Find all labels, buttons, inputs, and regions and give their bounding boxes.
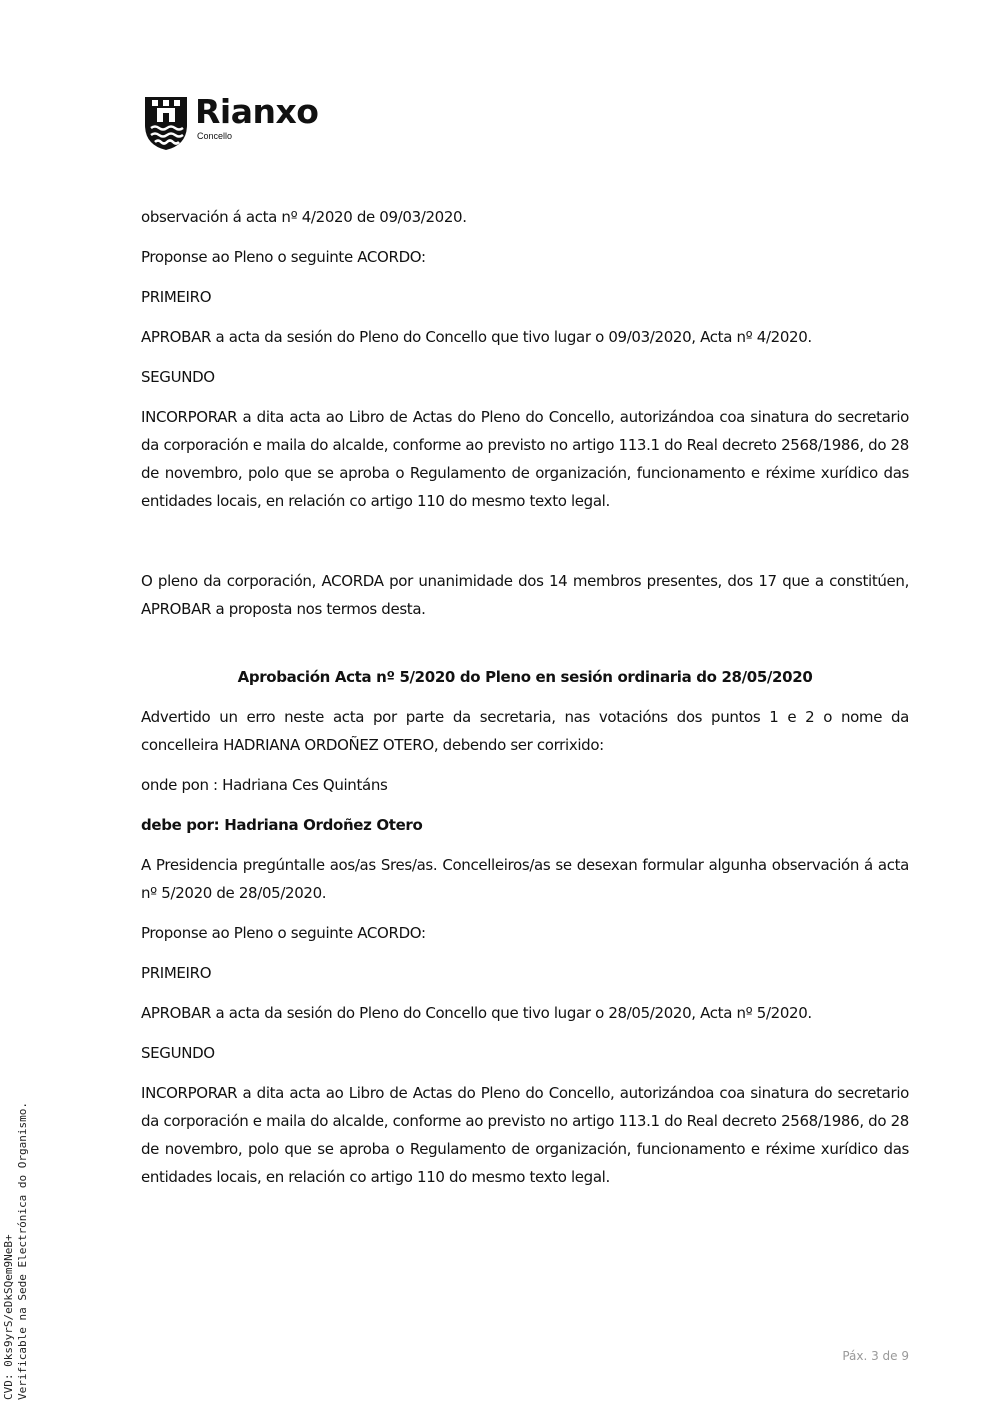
page-number: Páx. 3 de 9 [842, 1349, 909, 1363]
paragraph: SEGUNDO [141, 368, 215, 386]
paragraph: APROBAR a acta da sesión do Pleno do Concello que tivo lugar o 28/05/2020, Acta nº 5/2020. [141, 1004, 812, 1022]
document-body [141, 203, 909, 1203]
rianxo-coat-of-arms-icon [143, 95, 191, 151]
cvd-verification-text: Verificable na Sede Electrónica do Organismo. [16, 1101, 29, 1400]
paragraph: Advertido un erro neste acta por parte da secretaria, nas votacións dos puntos 1 e 2 o nome da concelleira HADRIANA ORDOÑEZ OTERO, debendo ser corrixido: [141, 708, 909, 754]
section-heading: Aprobación Acta nº 5/2020 do Pleno en sesión ordinaria do 28/05/2020 [237, 668, 813, 686]
paragraph-bold: debe por: Hadriana Ordoñez Otero [141, 816, 423, 834]
paragraph: A Presidencia pregúntalle aos/as Sres/as. Concelleiros/as se desexan formular algunha observación á acta nº 5/2020 de 28/05/2020. [141, 856, 909, 902]
paragraph: INCORPORAR a dita acta ao Libro de Actas do Pleno do Concello, autorizándoa coa sinatura do secretario da corporación e maila do alcalde, conforme ao previsto no artigo 113.1 do Real decreto 2568/1986, do 28 de novembro, polo que se aproba o Regulamento de organización, funcionamento e réxime xurídico das entidades locais, en relación co artigo 110 do mesmo texto legal. [141, 408, 909, 510]
verification-code [2, 1020, 30, 1400]
logo-subtitle: Concello [197, 131, 233, 141]
paragraph: INCORPORAR a dita acta ao Libro de Actas do Pleno do Concello, autorizándoa coa sinatura do secretario da corporación e maila do alcalde, conforme ao previsto no artigo 113.1 do Real decreto 2568/1986, do 28 de novembro, polo que se aproba o Regulamento de organización, funcionamento e réxime xurídico das entidades locais, en relación co artigo 110 do mesmo texto legal. [141, 1084, 909, 1186]
paragraph: Proponse ao Pleno o seguinte ACORDO: [141, 248, 426, 266]
paragraph: PRIMEIRO [141, 964, 212, 982]
paragraph: PRIMEIRO [141, 288, 212, 306]
cvd-code: CVD: 0ks9yrS/eDkSQem9NeB+ [2, 1234, 15, 1400]
logo-name: Rianxo [195, 92, 319, 131]
paragraph: SEGUNDO [141, 1044, 215, 1062]
paragraph: Proponse ao Pleno o seguinte ACORDO: [141, 924, 426, 942]
paragraph: onde pon : Hadriana Ces Quintáns [141, 776, 388, 794]
paragraph: APROBAR a acta da sesión do Pleno do Concello que tivo lugar o 09/03/2020, Acta nº 4/2020. [141, 328, 812, 346]
paragraph: observación á acta nº 4/2020 de 09/03/2020. [141, 208, 467, 226]
paragraph: O pleno da corporación, ACORDA por unanimidade dos 14 membros presentes, dos 17 que a constitúen, APROBAR a proposta nos termos desta. [141, 572, 909, 618]
